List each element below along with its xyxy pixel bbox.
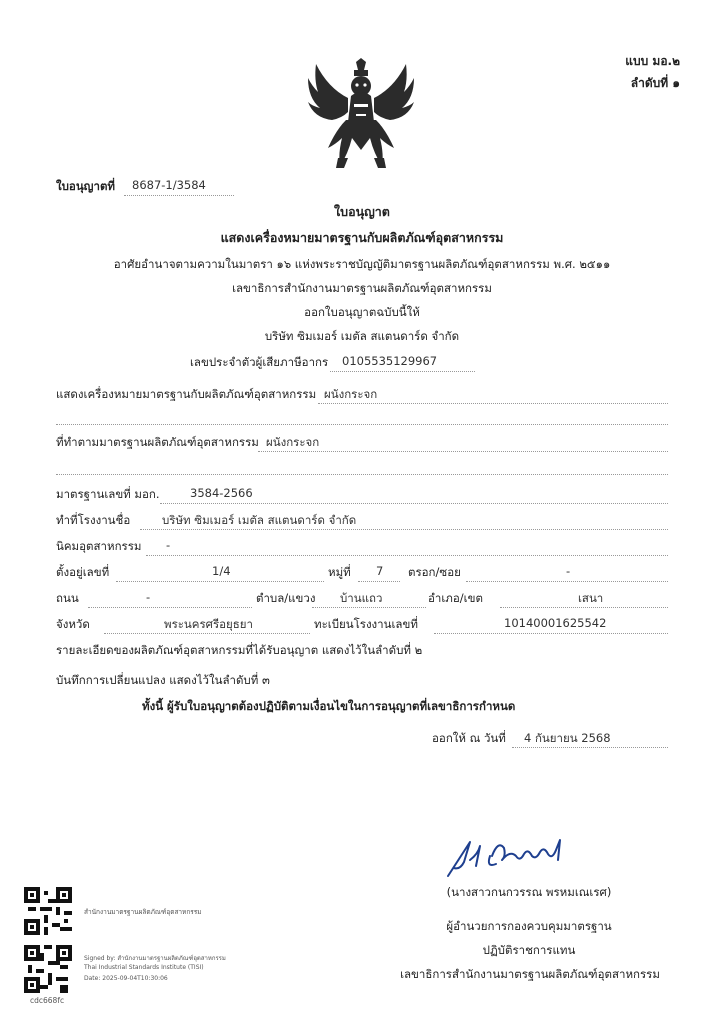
product-label: ที่ทำตามมาตรฐานผลิตภัณฑ์อุตสาหกรรม	[56, 435, 259, 449]
tax-id-label: เลขประจำตัวผู้เสียภาษีอากร	[190, 355, 329, 369]
qr-caption: สำนักงานมาตรฐานผลิตภัณฑ์อุตสาหกรรม	[84, 908, 202, 916]
soi-label: ตรอก/ซอย	[408, 565, 461, 579]
changes-note: บันทึกการเปลี่ยนแปลง แสดงไว้ในลำดับที่ ๓	[56, 673, 270, 687]
house-no-value: 1/4	[212, 564, 231, 578]
province-label: จังหวัด	[56, 617, 90, 631]
product-value: ผนังกระจก	[266, 435, 320, 449]
signer-office: เลขาธิการสำนักงานมาตรฐานผลิตภัณฑ์อุตสาหกรรม	[400, 967, 660, 981]
moo-value: 7	[376, 564, 384, 578]
tambon-label: ตำบล/แขวง	[256, 591, 316, 605]
estate-label: นิคมอุตสาหกรรม	[56, 539, 142, 553]
province-value: พระนครศรีอยุธยา	[164, 617, 254, 631]
moo-label: หมู่ที่	[328, 565, 351, 579]
form-code: แบบ มอ.๒	[625, 54, 680, 68]
tambon-value: บ้านแถว	[340, 591, 383, 605]
estate-value: -	[166, 538, 171, 552]
form-sequence: ลำดับที่ ๑	[630, 76, 680, 90]
signature-icon	[440, 826, 580, 882]
factory-value: บริษัท ซิมเมอร์ เมตัล สแตนดาร์ด จำกัด	[162, 513, 357, 527]
qr-code-icon[interactable]	[24, 887, 72, 935]
license-number-label: ใบอนุญาตที่	[56, 179, 115, 193]
amphoe-value: เสนา	[578, 591, 604, 605]
factory-reg-label: ทะเบียนโรงงานเลขที่	[314, 617, 418, 631]
condition-note: ทั้งนี้ ผู้รับใบอนุญาตต้องปฏิบัติตามเงื่อนไขในการอนุญาตที่เลขาธิการกำหนด	[142, 699, 516, 713]
issue-date-value: 4 กันยายน 2568	[524, 731, 611, 745]
authority-line: อาศัยอำนาจตามความในมาตรา ๑๖ แห่งพระราชบัญญัติมาตรฐานผลิตภัณฑ์อุตสาหกรรม พ.ศ. ๒๕๑๑	[113, 257, 611, 271]
road-label: ถนน	[56, 591, 79, 605]
garuda-emblem-icon	[302, 58, 420, 176]
digital-signature-qr-icon[interactable]	[24, 945, 72, 993]
issue-date-label: ออกให้ ณ วันที่	[432, 731, 506, 745]
amphoe-label: อำเภอ/เขต	[428, 591, 483, 605]
signer-name: (นางสาวกนกวรรณ พรหมเณเรศ)	[446, 885, 612, 899]
license-number: 8687-1/3584	[132, 178, 206, 192]
signed-by-line: Signed by: สำนักงานมาตรฐานผลิตภัณฑ์อุตสาหกรรม	[84, 955, 226, 962]
road-value: -	[146, 590, 151, 604]
verification-code: cdc668fc	[30, 996, 65, 1005]
document-subtitle: แสดงเครื่องหมายมาตรฐานกับผลิตภัณฑ์อุตสาหกรรม	[220, 230, 504, 245]
factory-reg-value: 10140001625542	[504, 616, 607, 630]
licensee-company: บริษัท ซิมเมอร์ เมตัล สแตนดาร์ด จำกัด	[264, 329, 460, 343]
signer-org-line: Thai Industrial Standards Institute (TISI)	[84, 964, 204, 971]
standard-label: มาตรฐานเลขที่ มอก.	[56, 487, 160, 501]
details-note: รายละเอียดของผลิตภัณฑ์อุตสาหกรรมที่ได้รับอนุญาต แสดงไว้ในลำดับที่ ๒	[56, 643, 423, 657]
mark-label: แสดงเครื่องหมายมาตรฐานกับผลิตภัณฑ์อุตสาหกรรม	[56, 387, 317, 401]
document-title: ใบอนุญาต	[334, 204, 390, 219]
issue-line: ออกใบอนุญาตฉบับนี้ให้	[304, 305, 420, 319]
factory-label: ทำที่โรงงานชื่อ	[56, 513, 131, 527]
soi-value: -	[566, 564, 571, 578]
signer-position: ผู้อำนวยการกองควบคุมมาตรฐาน	[446, 919, 612, 933]
sign-date-line: Date: 2025-09-04T10:30:06	[84, 975, 168, 982]
tax-id-value: 0105535129967	[342, 354, 438, 368]
house-no-label: ตั้งอยู่เลขที่	[56, 565, 110, 579]
signer-acting: ปฏิบัติราชการแทน	[482, 943, 576, 957]
standard-value: 3584-2566	[190, 486, 253, 500]
mark-value: ผนังกระจก	[324, 387, 378, 401]
secretary-line: เลขาธิการสำนักงานมาตรฐานผลิตภัณฑ์อุตสาหกรรม	[232, 281, 492, 295]
